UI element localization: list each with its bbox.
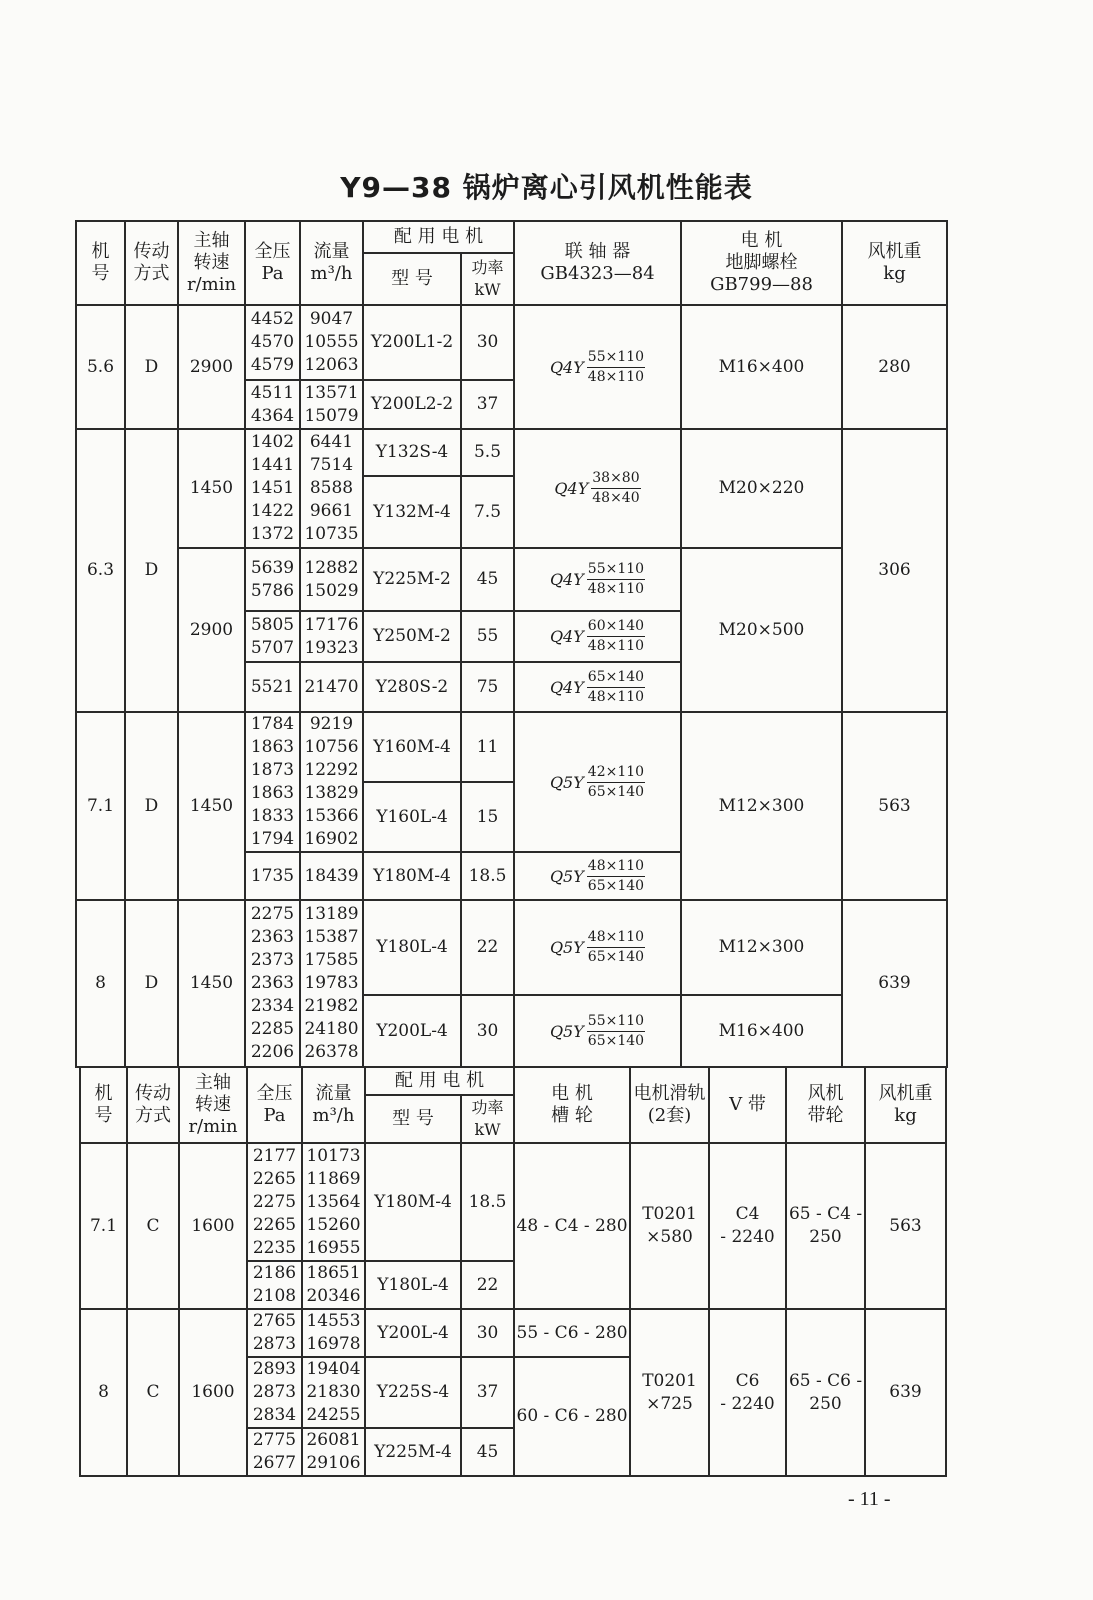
coupling-numerator: 48×110 [587,928,645,948]
motor-model: Y180M-4 [365,1143,461,1261]
header-motor-model: 型 号 [365,1095,461,1143]
coupling-spec [514,852,681,900]
fan-weight: 563 [865,1143,946,1309]
drive-mode: D [125,712,178,900]
motor-power: 18.5 [461,852,514,900]
flow-values: 21470 [300,662,363,712]
motor-rail-spec: T0201 ×725 [630,1309,709,1476]
coupling-denominator: 48×40 [592,490,640,506]
drive-mode: C [127,1309,179,1476]
flow-values: 26081 29106 [302,1428,365,1476]
machine-no: 6.3 [76,429,125,712]
spindle-speed: 2900 [178,305,245,429]
machine-no: 7.1 [80,1143,127,1309]
motor-model: Y132S-4 [363,429,461,476]
header-motor-model: 型 号 [363,253,461,305]
header-machine-no: 机 号 [76,221,125,305]
fan-weight: 280 [842,305,947,429]
anchor-bolt-spec: M16×400 [681,995,842,1067]
flow-values: 13189 15387 17585 19783 21982 24180 26378 [300,900,363,1067]
coupling-spec [514,305,681,429]
page-number: - 11 - [848,1488,891,1510]
coupling-spec [514,995,681,1067]
coupling-type: Q5Y [549,772,584,792]
fan-weight: 639 [865,1309,946,1476]
header-motor-group: 配 用 电 机 [363,221,514,253]
header-fan-weight: 风机重 kg [842,221,947,305]
motor-model: Y180L-4 [365,1261,461,1309]
motor-model: Y132M-4 [363,476,461,548]
drive-mode: C [127,1143,179,1309]
motor-power: 37 [461,380,514,429]
coupling-type: Q4Y [549,570,584,589]
fan-weight: 306 [842,429,947,712]
motor-power: 30 [461,1309,514,1357]
pressure-values: 5639 5786 [245,548,300,611]
header-motor-rail: 电机滑轨 (2套) [630,1067,709,1143]
flow-values: 12882 15029 [300,548,363,611]
coupling-denominator: 48×110 [587,581,645,597]
fan-pulley-spec: 65 - C4 - 250 [786,1143,865,1309]
pressure-values: 2775 2677 [247,1428,302,1476]
pressure-values: 5805 5707 [245,611,300,662]
motor-model: Y200L1-2 [363,305,461,380]
motor-model: Y225M-4 [365,1428,461,1476]
coupling-type: Q4Y [549,357,584,377]
fan-weight: 563 [842,712,947,900]
motor-power: 37 [461,1357,514,1428]
header-motor-pulley: 电 机 槽 轮 [514,1067,630,1143]
coupling-spec [514,611,681,662]
header-motor-power: 功率 kW [461,1095,514,1143]
flow-values: 18651 20346 [302,1261,365,1309]
pressure-values: 2177 2265 2275 2265 2235 [247,1143,302,1261]
motor-model: Y225M-2 [363,548,461,611]
motor-model: Y200L2-2 [363,380,461,429]
motor-model: Y200L-4 [363,995,461,1067]
motor-model: Y160L-4 [363,782,461,852]
pressure-values: 1735 [245,852,300,900]
coupling-type: Q5Y [549,1021,584,1041]
motor-power: 5.5 [461,429,514,476]
coupling-type: Q4Y [549,677,584,697]
coupling-spec [514,900,681,995]
coupling-type: Q4Y [549,627,584,646]
header-v-belt: V 带 [709,1067,786,1143]
header-motor-group: 配 用 电 机 [365,1067,514,1095]
drive-mode: D [125,900,178,1067]
motor-model: Y180M-4 [363,852,461,900]
coupling-denominator: 48×110 [587,368,645,385]
header-anchor-bolts: 电 机 地脚螺栓 GB799—88 [681,221,842,305]
coupling-numerator: 55×110 [587,1012,645,1032]
pressure-values: 2275 2363 2373 2363 2334 2285 2206 [245,900,300,1067]
motor-model: Y180L-4 [363,900,461,995]
spindle-speed: 1450 [178,712,245,900]
anchor-bolt-spec: M16×400 [681,305,842,429]
coupling-type: Q5Y [549,866,584,886]
coupling-numerator: 65×140 [587,668,645,688]
header-total-pressure: 全压 Pa [245,221,300,305]
pressure-values: 1784 1863 1873 1863 1833 1794 [245,712,300,852]
coupling-type: Q5Y [549,938,584,957]
flow-values: 6441 7514 8588 9661 10735 [300,429,363,548]
motor-power: 7.5 [461,476,514,548]
coupling-denominator: 65×140 [587,877,645,894]
machine-no: 8 [80,1309,127,1476]
flow-values: 19404 21830 24255 [302,1357,365,1428]
header-spindle-speed: 主轴 转速 r/min [178,221,245,305]
coupling-spec [514,548,681,611]
coupling-numerator: 38×80 [591,469,640,489]
pressure-values: 2893 2873 2834 [247,1357,302,1428]
coupling-numerator: 48×110 [587,857,645,877]
machine-no: 5.6 [76,305,125,429]
motor-model: Y280S-2 [363,662,461,712]
machine-no: 7.1 [76,712,125,900]
anchor-bolt-spec: M12×300 [681,712,842,900]
performance-table-belt-drive [79,1066,947,1477]
motor-power: 11 [461,712,514,782]
header-flow-rate: 流量 m³/h [300,221,363,305]
pressure-values: 4452 4570 4579 [245,305,300,380]
spindle-speed: 2900 [178,548,245,712]
coupling-numerator: 42×110 [587,763,645,783]
motor-power: 30 [461,305,514,380]
flow-values: 18439 [300,852,363,900]
coupling-spec [514,712,681,852]
spindle-speed: 1600 [179,1143,247,1309]
v-belt-spec: C6 - 2240 [709,1309,786,1476]
flow-values: 9219 10756 12292 13829 15366 16902 [300,712,363,852]
coupling-denominator: 65×140 [587,1032,645,1049]
motor-pulley-spec: 48 - C4 - 280 [514,1143,630,1309]
spindle-speed: 1600 [179,1309,247,1476]
coupling-denominator: 48×110 [587,688,645,705]
header-total-pressure: 全压 Pa [247,1067,302,1143]
drive-mode: D [125,305,178,429]
header-motor-power: 功率 kW [461,253,514,305]
pressure-values: 1402 1441 1451 1422 1372 [245,429,300,548]
pressure-values: 2186 2108 [247,1261,302,1309]
pressure-values: 4511 4364 [245,380,300,429]
motor-rail-spec: T0201 ×580 [630,1143,709,1309]
pressure-values: 2765 2873 [247,1309,302,1357]
motor-power: 22 [461,1261,514,1309]
flow-values: 10173 11869 13564 15260 16955 [302,1143,365,1261]
coupling-numerator: 55×110 [587,560,645,580]
header-coupling: 联 轴 器 GB4323—84 [514,221,681,305]
page-title: Y9—38 锅炉离心引风机性能表 [340,171,753,204]
motor-model: Y225S-4 [365,1357,461,1428]
performance-table-direct-drive [75,220,948,1068]
header-fan-weight: 风机重 kg [865,1067,946,1143]
anchor-bolt-spec: M12×300 [681,900,842,995]
header-spindle-speed: 主轴 转速 r/min [179,1067,247,1143]
spindle-speed: 1450 [178,900,245,1067]
motor-power: 55 [461,611,514,662]
coupling-numerator: 55×110 [587,348,645,368]
flow-values: 17176 19323 [300,611,363,662]
motor-power: 45 [461,548,514,611]
drive-mode: D [125,429,178,712]
header-machine-no: 机 号 [80,1067,127,1143]
spindle-speed: 1450 [178,429,245,548]
header-flow-rate: 流量 m³/h [302,1067,365,1143]
coupling-denominator: 65×140 [587,949,645,965]
motor-power: 45 [461,1428,514,1476]
motor-pulley-spec: 55 - C6 - 280 [514,1309,630,1357]
machine-no: 8 [76,900,125,1067]
fan-weight: 639 [842,900,947,1067]
motor-power: 22 [461,900,514,995]
coupling-denominator: 65×140 [587,783,645,800]
coupling-spec [514,429,681,548]
v-belt-spec: C4 - 2240 [709,1143,786,1309]
coupling-denominator: 48×110 [587,638,645,654]
coupling-type: Q4Y [554,479,589,498]
anchor-bolt-spec: M20×500 [681,548,842,712]
fan-pulley-spec: 65 - C6 - 250 [786,1309,865,1476]
coupling-numerator: 60×140 [587,617,645,637]
motor-power: 18.5 [461,1143,514,1261]
flow-values: 9047 10555 12063 [300,305,363,380]
anchor-bolt-spec: M20×220 [681,429,842,548]
motor-power: 75 [461,662,514,712]
header-fan-pulley: 风机 带轮 [786,1067,865,1143]
motor-power: 30 [461,995,514,1067]
flow-values: 14553 16978 [302,1309,365,1357]
header-drive-mode: 传动 方式 [127,1067,179,1143]
motor-model: Y200L-4 [365,1309,461,1357]
motor-model: Y250M-2 [363,611,461,662]
motor-model: Y160M-4 [363,712,461,782]
coupling-spec [514,662,681,712]
motor-power: 15 [461,782,514,852]
flow-values: 13571 15079 [300,380,363,429]
motor-pulley-spec: 60 - C6 - 280 [514,1357,630,1476]
header-drive-mode: 传动 方式 [125,221,178,305]
pressure-values: 5521 [245,662,300,712]
